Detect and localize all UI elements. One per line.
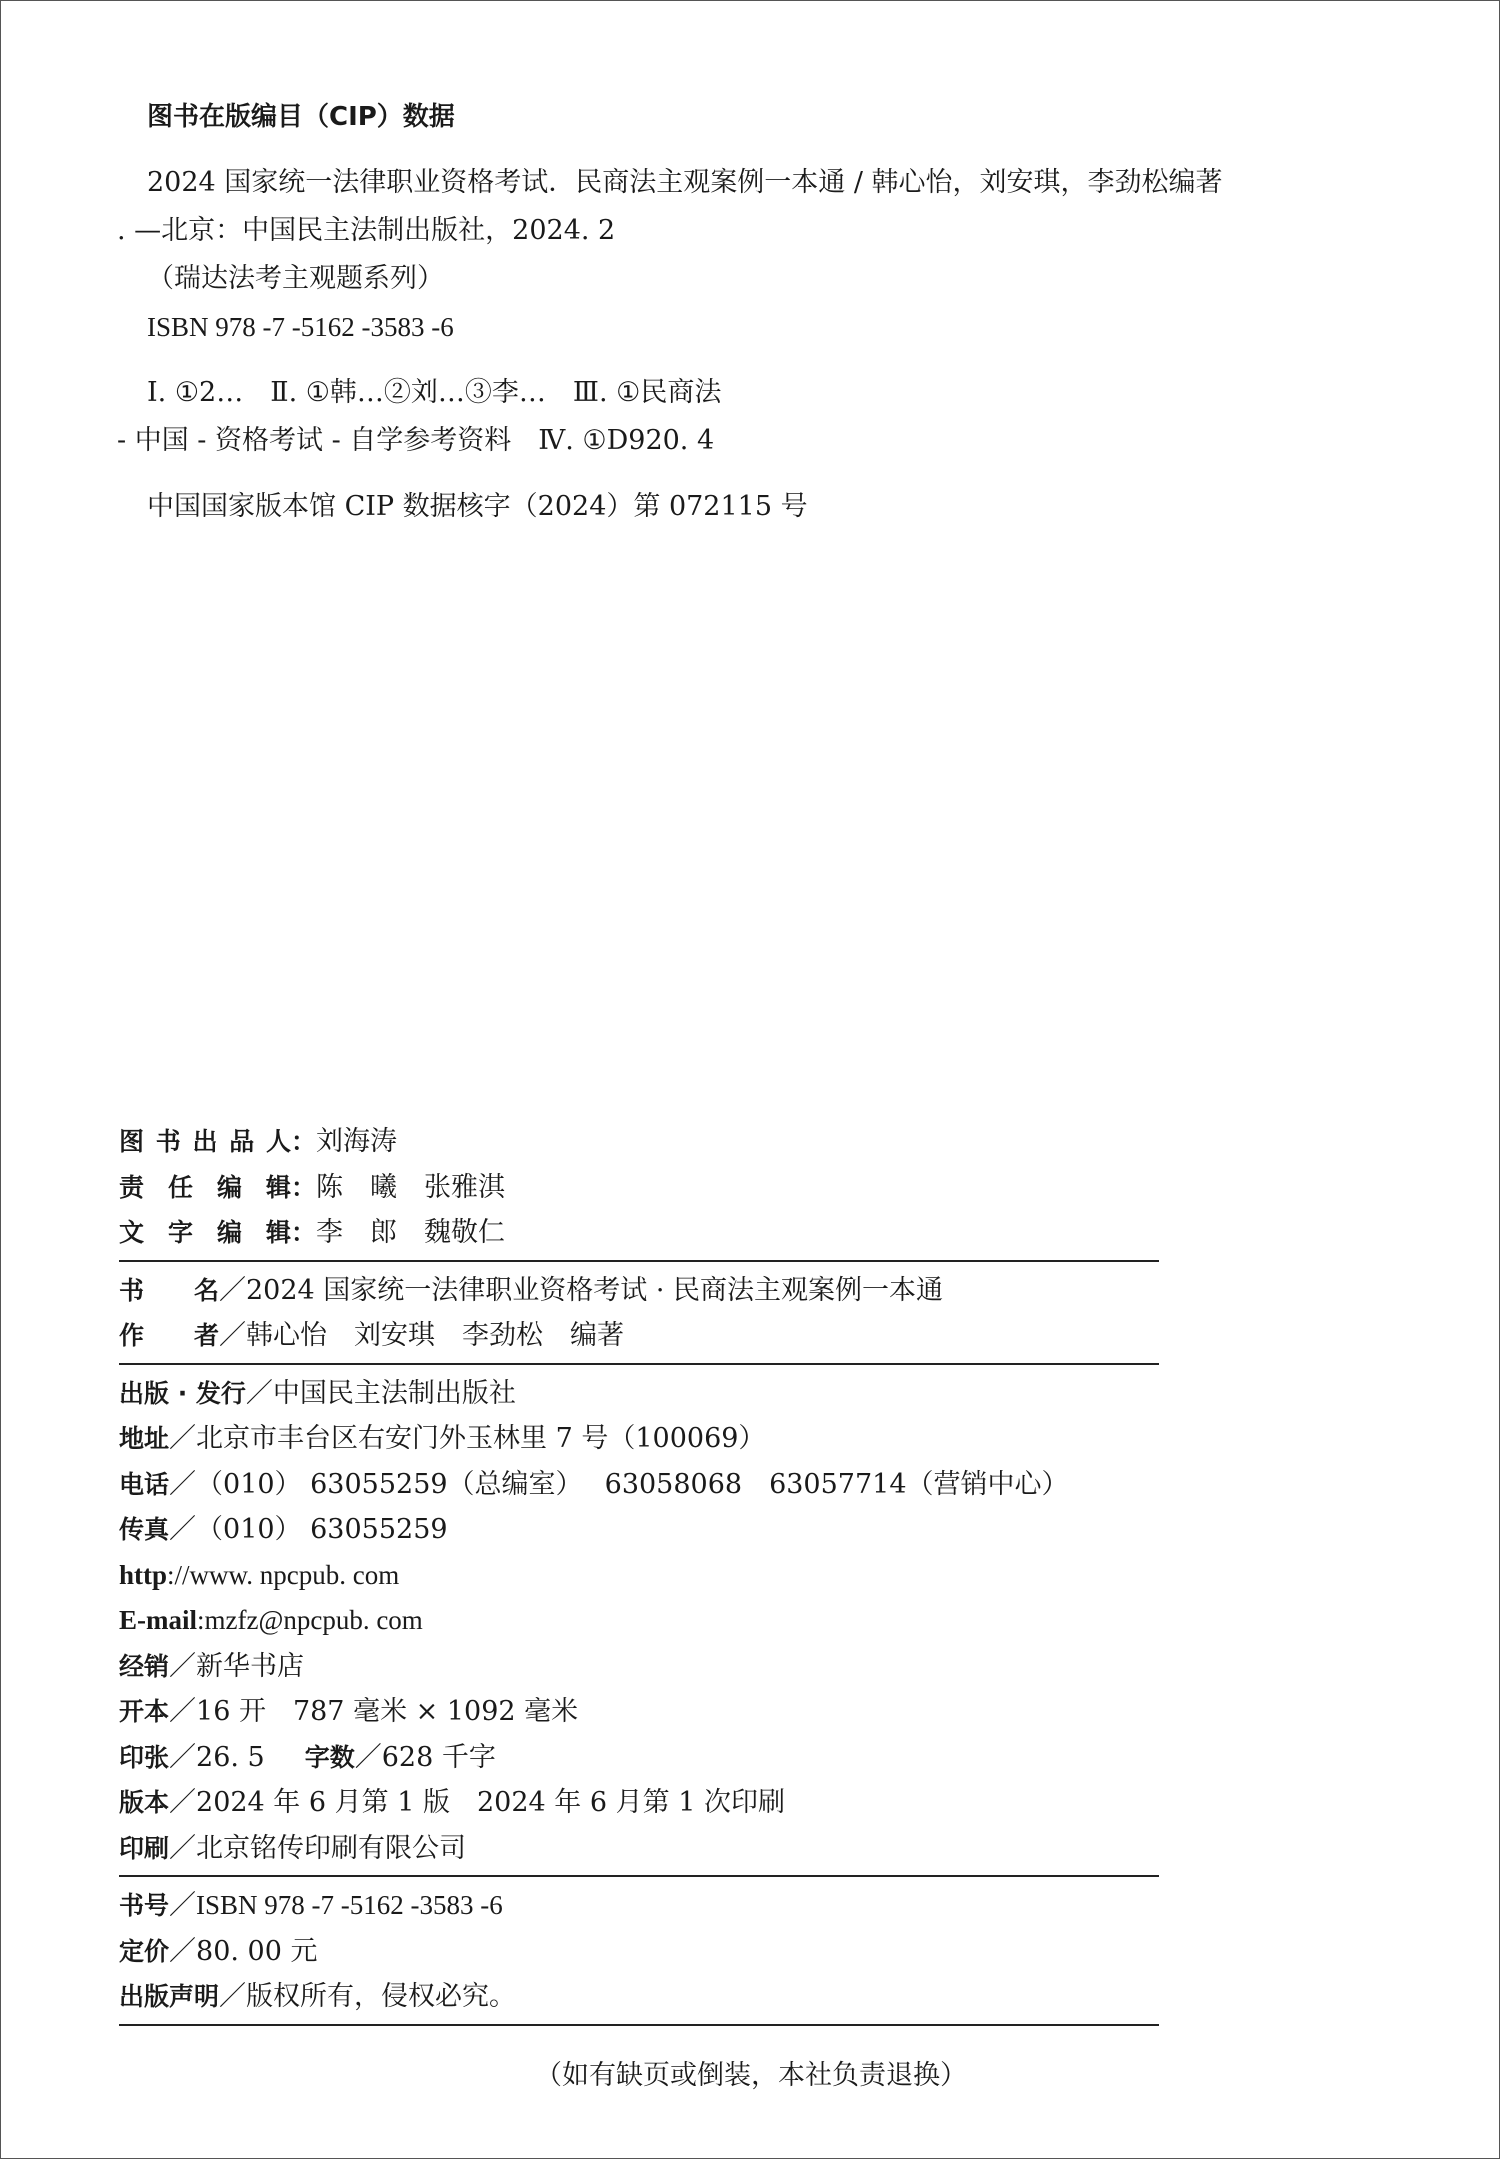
colophon	[119, 1119, 1159, 2032]
distributor-label: 经销	[119, 1651, 170, 1681]
address-label: 地址	[119, 1424, 170, 1453]
editor-row: 责任编辑：陈 曦 张雅淇	[119, 1165, 1159, 1211]
fax-value: （010） 63055259	[196, 1514, 448, 1545]
cip-line-6: - 中国 - 资格考试 - 自学参考资料 Ⅳ. ①D920. 4	[117, 425, 715, 456]
author-label: 作 者	[119, 1321, 219, 1350]
phone-row: 电话／（010） 63055259（总编室） 63058068 63057714（营销中心）	[119, 1468, 1069, 1500]
publish-row: 出版 · 发行／中国民主法制出版社	[119, 1377, 516, 1409]
format-row: 开本／16 开 787 毫米 × 1092 毫米	[119, 1696, 579, 1727]
phone-label: 电话	[119, 1469, 170, 1499]
book-title-value: 2024 国家统一法律职业资格考试 · 民商法主观案例一本通	[246, 1274, 944, 1306]
rights-row: 出版声明／版权所有，侵权必究。	[119, 1981, 517, 2012]
cip-line-2: . —北京：中国民主法制出版社，2024. 2	[117, 215, 616, 246]
edition-label: 版本	[119, 1788, 170, 1817]
isbn-label: 书号	[119, 1891, 170, 1920]
author-value: 韩心怡 刘安琪 李劲松 编著	[246, 1320, 624, 1351]
cip-line-5: Ⅰ. ①2… Ⅱ. ①韩…②刘…③李… Ⅲ. ①民商法	[147, 377, 722, 408]
fax-label: 传真	[119, 1515, 170, 1544]
phone-value: （010） 63055259（总编室） 63058068 63057714（营销中心）	[196, 1468, 1069, 1500]
email-label: E-mail	[119, 1605, 197, 1635]
cip-title: 图书在版编目（CIP）数据	[147, 102, 455, 132]
format-value: 16 开 787 毫米 × 1092 毫米	[196, 1696, 579, 1727]
address-value: 北京市丰台区右安门外玉林里 7 号（100069）	[196, 1423, 766, 1454]
printer-value: 北京铭传印刷有限公司	[196, 1832, 467, 1864]
isbn-row: 书号／ISBN 978 -7 -5162 -3583 -6	[119, 1890, 503, 1921]
divider	[119, 2024, 1159, 2026]
cip-line-4: ISBN 978 -7 -5162 -3583 -6	[147, 312, 454, 342]
distributor-row: 经销／新华书店	[119, 1650, 305, 1682]
cip-line-3: （瑞达法考主观题系列）	[147, 263, 444, 294]
editor-value: 陈 曦 张雅淇	[316, 1171, 506, 1203]
printer-row: 印刷／北京铭传印刷有限公司	[119, 1832, 467, 1864]
email-row: E-mail:mzfz@npcpub. com	[119, 1605, 423, 1635]
cip-block	[117, 93, 1347, 531]
price-value: 80. 00 元	[196, 1935, 318, 1967]
http-row	[119, 1553, 1159, 1599]
return-notice: （如有缺页或倒装，本社负责退换）	[535, 2060, 967, 2091]
text-editor-row: 文字编辑：李 郎 魏敬仁	[119, 1210, 1159, 1256]
book-title-row: 书 名／2024 国家统一法律职业资格考试 · 民商法主观案例一本通	[119, 1268, 1159, 1314]
producer-label: 图书出品人	[119, 1127, 291, 1156]
sheets-row: 印张／26. 5 字数／628 千字	[119, 1741, 496, 1773]
text-editor-value: 李 郎 魏敬仁	[316, 1217, 506, 1248]
rights-label: 出版声明	[119, 1982, 220, 2011]
http-label: http	[119, 1559, 168, 1590]
fax-row: 传真／（010） 63055259	[119, 1514, 448, 1545]
sheets-label: 印张	[119, 1742, 170, 1772]
address-row: 地址／北京市丰台区右安门外玉林里 7 号（100069）	[119, 1423, 766, 1454]
distributor-value: 新华书店	[196, 1650, 305, 1682]
price-label: 定价	[119, 1936, 170, 1966]
http-value: ://www. npcpub. com	[167, 1559, 400, 1590]
divider	[119, 1875, 1159, 1877]
words-value: 628 千字	[381, 1741, 496, 1773]
sheets-value: 26. 5	[196, 1741, 265, 1773]
edition-value: 2024 年 6 月第 1 版 2024 年 6 月第 1 次印刷	[196, 1787, 785, 1818]
printer-label: 印刷	[119, 1833, 170, 1863]
email-value: mzfz@npcpub. com	[204, 1605, 423, 1635]
cip-line-7: 中国国家版本馆 CIP 数据核字（2024）第 072115 号	[147, 491, 808, 522]
rights-value: 版权所有，侵权必究。	[246, 1981, 517, 2012]
words-label: 字数	[304, 1742, 355, 1772]
edition-row: 版本／2024 年 6 月第 1 版 2024 年 6 月第 1 次印刷	[119, 1787, 785, 1818]
format-label: 开本	[119, 1697, 170, 1726]
producer-value: 刘海涛	[316, 1126, 398, 1157]
publish-label: 出版 · 发行	[119, 1378, 246, 1408]
isbn-value: ISBN 978 -7 -5162 -3583 -6	[196, 1890, 503, 1920]
divider	[119, 1260, 1159, 1262]
editor-label: 责任编辑	[119, 1172, 291, 1202]
cip-line-1: 2024 国家统一法律职业资格考试．民商法主观案例一本通 / 韩心怡，刘安琪，李劲松编著	[147, 167, 1223, 198]
author-row: 作 者／韩心怡 刘安琪 李劲松 编著	[119, 1313, 1159, 1359]
book-title-label: 书 名	[119, 1275, 219, 1305]
divider	[119, 1363, 1159, 1365]
publish-value: 中国民主法制出版社	[272, 1377, 516, 1409]
text-editor-label: 文字编辑	[119, 1218, 291, 1247]
price-row: 定价／80. 00 元	[119, 1935, 318, 1967]
producer-row: 图书出品人：刘海涛	[119, 1119, 1159, 1165]
